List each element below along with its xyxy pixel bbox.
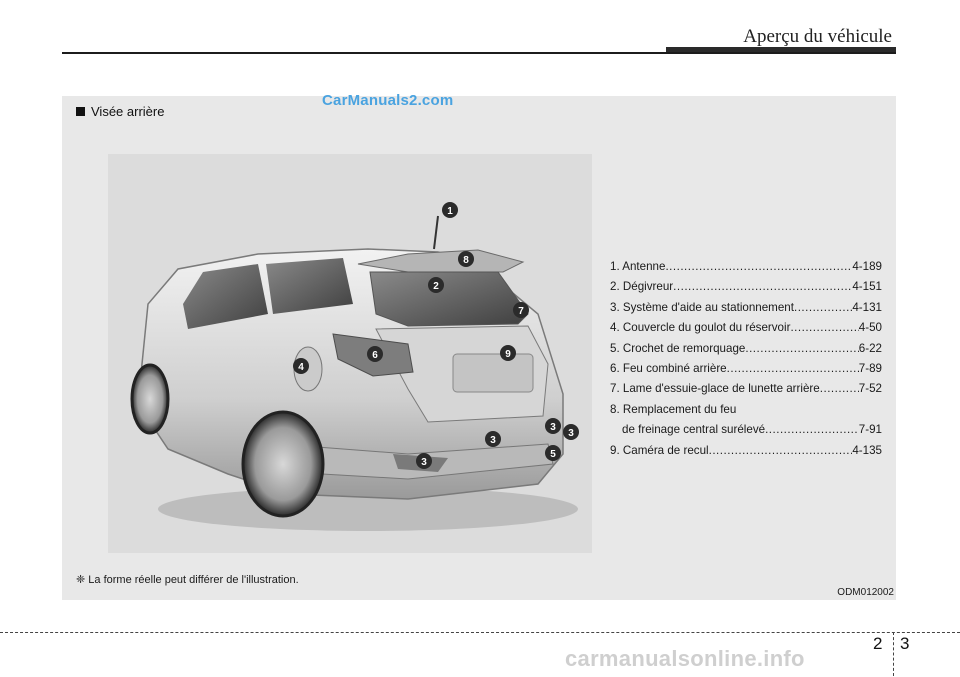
front-wheel [132,365,168,433]
callout-3b [563,424,579,440]
svg-text:5: 5 [550,449,556,460]
page-number-right: 3 [900,634,910,653]
footer-dashed-rule [0,632,960,633]
callout-8 [458,251,474,267]
callout-3a [545,418,561,434]
figure-code: ODM012002 [837,587,894,598]
rear-window [370,272,528,326]
callout-2 [428,277,444,293]
callout-9 [500,345,516,361]
chapter-title: Aperçu du véhicule [743,26,892,47]
list-item: 2. Dégivreur ..... 4-151 [610,277,882,297]
watermark-carmanualsonline: carmanualsonline.info [565,646,805,671]
svg-text:7: 7 [518,306,524,317]
list-item: 3. Système d'aide au stationnement ..... 4-131 [610,298,882,318]
license-plate-recess [453,354,533,392]
side-window-quarter [266,258,353,314]
page-number-left: 2 [873,634,883,653]
list-item: 5. Crochet de remorquage ..... 6-22 [610,339,882,359]
svg-text:3: 3 [568,428,574,439]
section-heading-text: Visée arrière [91,104,165,119]
callout-7 [513,302,529,318]
parts-list [610,257,882,461]
svg-text:2: 2 [433,281,439,292]
svg-text:9: 9 [505,349,511,360]
callout-6 [367,346,383,362]
suv-rear-view-drawing [108,154,592,553]
list-item: 6. Feu combiné arrière ..... 7-89 [610,359,882,379]
header-rule [62,52,896,54]
list-item: 4. Couvercle du goulot du réservoir ..... 4-50 [610,318,882,338]
svg-text:8: 8 [463,255,469,266]
list-item: 7. Lame d'essuie-glace de lunette arrière ..... 7-52 [610,379,882,399]
svg-text:3: 3 [490,435,496,446]
list-item: 8. Remplacement du feu de freinage central surélevé ..... 7-91 [610,400,882,441]
callout-1 [442,202,458,218]
square-bullet-icon [76,107,85,116]
svg-text:1: 1 [447,206,453,217]
svg-text:3: 3 [550,422,556,433]
svg-text:3: 3 [421,457,427,468]
svg-text:4: 4 [298,362,304,373]
svg-text:6: 6 [372,350,378,361]
watermark-carmanuals: CarManuals2.com [322,92,454,109]
page-number-separator [893,632,894,676]
callout-5 [545,445,561,461]
antenna-line [434,216,438,249]
list-item: 1. Antenne ..... 4-189 [610,257,882,277]
callout-3c [485,431,501,447]
illustration-footnote: ❈ La forme réelle peut différer de l'illustration. [76,574,299,586]
rear-wheel [243,412,323,516]
callout-3d [416,453,432,469]
list-item: 9. Caméra de recul ..... 4-135 [610,441,882,461]
vehicle-rear-illustration [108,154,592,553]
callout-4 [293,358,309,374]
section-heading [76,104,164,119]
